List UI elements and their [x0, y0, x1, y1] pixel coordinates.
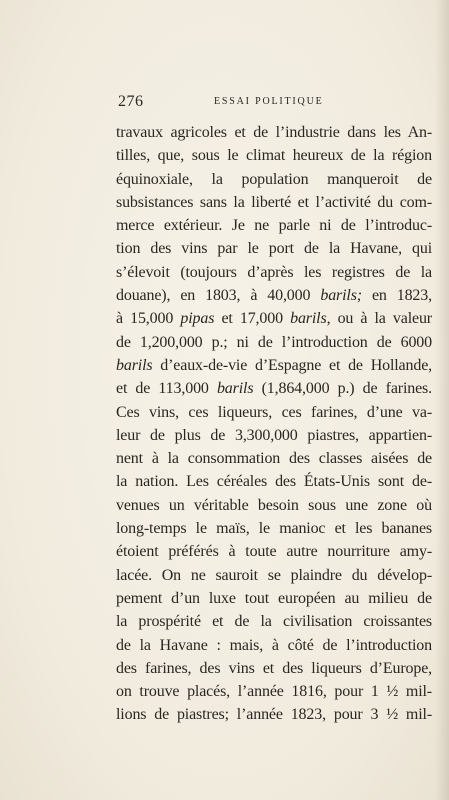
text-line: pement d’un luxe tout européen au milieu de	[116, 589, 432, 607]
text-line: de la Havane : mais, à côté de l’introduction	[116, 636, 432, 654]
text-line: s’élevoit (toujours d’après les registres de la	[116, 263, 432, 281]
running-head: ESSAI POLITIQUE	[214, 96, 324, 107]
page-edge-shadow	[435, 0, 449, 800]
text-line: et de 113,000 barils (1,864,000 p.) de farines.	[116, 380, 432, 398]
text-line: lacée. On ne sauroit se plaindre du dévelop-	[116, 566, 432, 584]
text-line: nent à la consommation des classes aisées de	[116, 450, 432, 468]
text-line: Ces vins, ces liqueurs, ces farines, d’une va-	[116, 403, 432, 421]
text-line: des farines, des vins et des liqueurs d’Europe,	[116, 659, 432, 677]
text-line: tilles, que, sous le climat heureux de la région	[116, 147, 432, 165]
italic-term: barils	[116, 356, 153, 374]
text-line: long-temps le maïs, le manioc et les bananes	[116, 520, 432, 538]
text-line: venues un véritable besoin sous une zone où	[116, 496, 432, 514]
text-line: tion des vins par le port de la Havane, qui	[116, 240, 432, 258]
text-line: subsistances sans la liberté et l’activité du com-	[116, 193, 432, 211]
text-line: douane), en 1803, à 40,000 barils; en 1823,	[116, 287, 432, 305]
text-line: travaux agricoles et de l’industrie dans les An-	[116, 124, 432, 141]
text-line: merce extérieur. Je ne parle ni de l’introduc-	[116, 217, 432, 235]
text-line: leur de plus de 3,300,000 piastres, appartien-	[116, 426, 432, 444]
text-line: la nation. Les céréales des États-Unis sont de-	[116, 473, 432, 491]
page-header	[118, 93, 430, 113]
text-line: la prospérité et de la civilisation croissantes	[116, 613, 432, 631]
text-line: barils d’eaux-de-vie d’Espagne et de Hollande,	[116, 356, 432, 374]
text-line: on trouve placés, l’année 1816, pour 1 ½ mil-	[116, 683, 432, 701]
italic-term: barils	[290, 310, 327, 328]
text-line: à 15,000 pipas et 17,000 barils, ou à la valeur	[116, 310, 432, 328]
page-number: 276	[118, 93, 144, 110]
text-line: de 1,200,000 p.; ni de l’introduction de 6000	[116, 333, 432, 351]
italic-term: pipas	[180, 310, 215, 328]
italic-term: barils	[216, 380, 254, 398]
italic-term: barils;	[320, 287, 362, 305]
text-line: équinoxiale, la population manqueroit de	[116, 170, 432, 188]
body-text	[116, 121, 432, 727]
text-line: lions de piastres; l’année 1823, pour 3 ½ mil-	[116, 706, 432, 724]
text-line: étoient préférés à toute autre nourriture amy-	[116, 543, 432, 561]
